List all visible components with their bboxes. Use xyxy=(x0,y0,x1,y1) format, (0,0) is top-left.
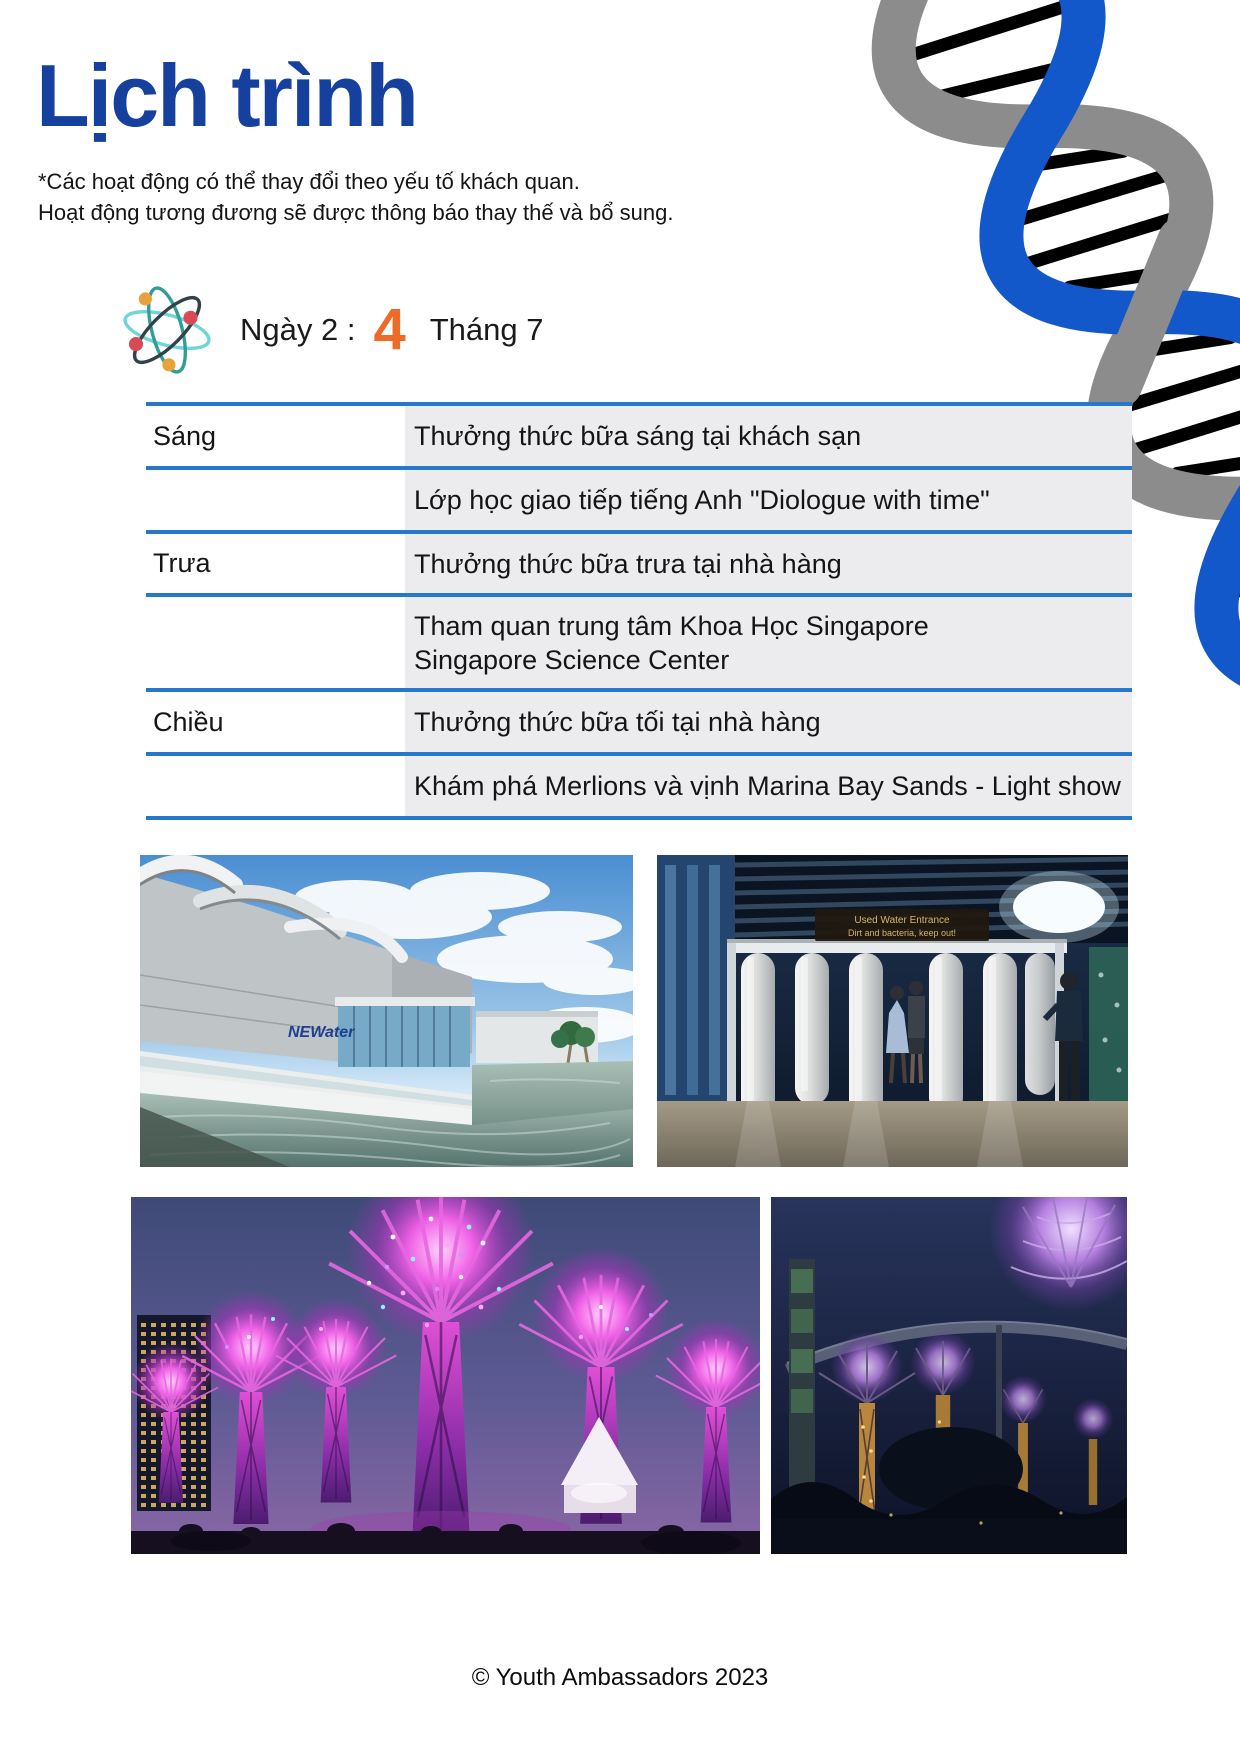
date-header xyxy=(120,281,543,379)
photo-newater-interior xyxy=(657,855,1128,1167)
time-cell: Chiều xyxy=(146,692,405,752)
schedule-note xyxy=(38,166,738,228)
table-row xyxy=(146,466,1132,530)
electron-red xyxy=(183,311,197,325)
activity-cell: Thưởng thức bữa trưa tại nhà hàng xyxy=(405,534,1132,593)
activity-cell: Tham quan trung tâm Khoa Học Singapore Singapore Science Center xyxy=(405,597,1132,688)
footer-copyright: © Youth Ambassadors 2023 xyxy=(471,1664,769,1691)
schedule-table xyxy=(146,402,1132,820)
activity-cell: Thưởng thức bữa sáng tại khách sạn xyxy=(405,406,1132,466)
window-wall-left xyxy=(657,855,735,1107)
photo-supertree-grove-night xyxy=(771,1197,1127,1554)
entrance-sign xyxy=(815,909,989,941)
activity-cell: Thưởng thức bữa tối tại nhà hàng xyxy=(405,692,1132,752)
time-cell xyxy=(146,597,405,688)
time-cell xyxy=(146,756,405,816)
time-cell: Sáng xyxy=(146,406,405,466)
ceiling-lamp xyxy=(1013,881,1105,933)
note-line-2: Hoạt động tương đương sẽ được thông báo thay thế và bổ sung. xyxy=(38,200,674,225)
sign-line-2: Dirt and bacteria, keep out! xyxy=(847,928,957,938)
table-row xyxy=(146,752,1132,816)
activity-cell: Lớp học giao tiếp tiếng Anh "Diologue with time" xyxy=(405,470,1132,530)
table-row xyxy=(146,593,1132,688)
electron-orange xyxy=(139,292,152,305)
page-title: Lịch trình xyxy=(36,46,417,145)
table-row xyxy=(146,530,1132,593)
photo-supertrees-light-show xyxy=(131,1197,760,1554)
table-row xyxy=(146,402,1132,466)
sign-line-1: Used Water Entrance xyxy=(854,915,950,926)
date-suffix: Tháng 7 xyxy=(429,312,544,347)
table-row xyxy=(146,688,1132,752)
left-structure xyxy=(789,1259,815,1487)
electron-orange xyxy=(162,358,175,371)
photo-science-centre-building xyxy=(140,855,633,1167)
floor xyxy=(657,1101,1128,1167)
date-day-number: 4 xyxy=(373,297,406,362)
atom-icon xyxy=(120,281,214,379)
dna-strand-gray-over xyxy=(1072,240,1227,385)
time-cell: Trưa xyxy=(146,534,405,593)
date-prefix: Ngày 2 : xyxy=(240,312,356,347)
green-glass-wall xyxy=(1089,947,1128,1101)
electron-red xyxy=(129,337,143,351)
note-line-1: *Các hoạt động có thể thay đổi theo yếu tố khách quan. xyxy=(38,169,580,194)
newater-logo-text: NEWater xyxy=(288,1024,355,1041)
time-cell xyxy=(146,470,405,530)
activity-cell: Khám phá Merlions và vịnh Marina Bay Sands - Light show xyxy=(405,756,1132,816)
